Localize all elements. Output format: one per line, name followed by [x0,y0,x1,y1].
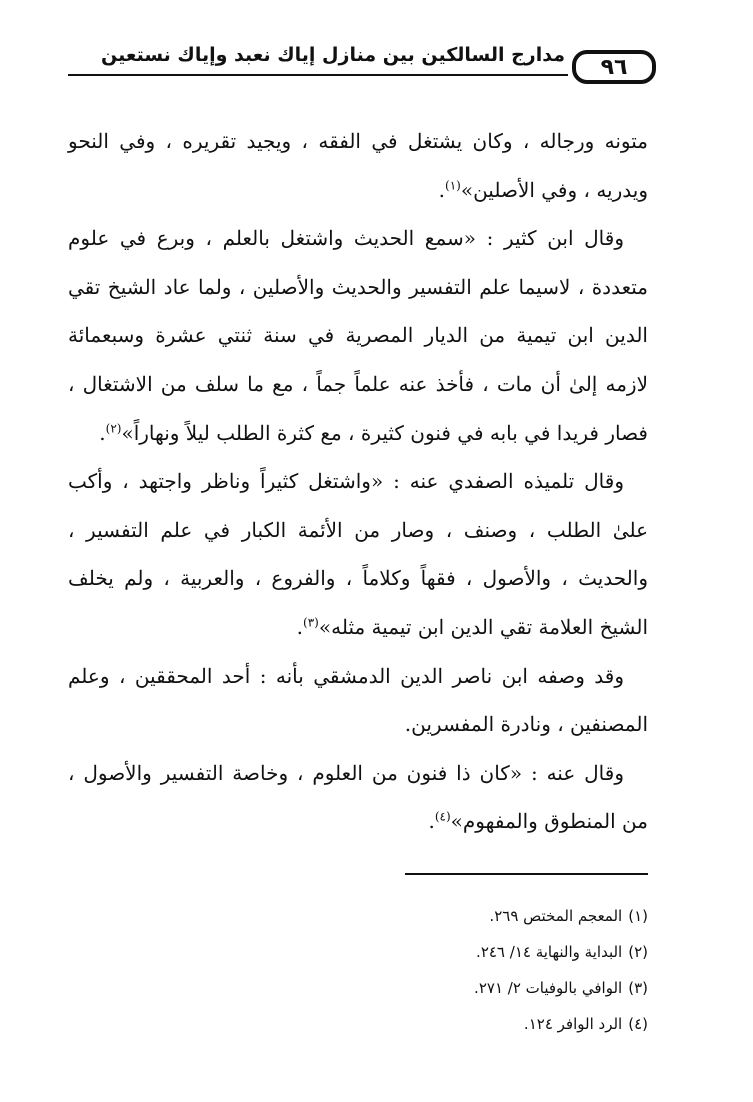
main-text [68,117,648,846]
paragraph-tail: . [438,177,446,202]
paragraph-tail: . [99,420,106,445]
paragraph-5 [68,749,648,846]
running-header [68,30,660,80]
paragraph-2 [68,214,648,457]
paragraph-text: وقال تلميذه الصفدي عنه : «واشتغل كثيراً وناظر واجتهد ، وأكب علىٰ الطلب ، وصنف ، وصار من الأئمة الكبار في علم التفسير ، والحديث ، والأصول ، فقهاً وكلاماً ، والفروع ، والعربية ، ولم يخلف الشيخ العلامة تقي الدين ابن تيمية مثله» [68,469,648,639]
footnote-rule [405,873,648,875]
footnote-item [248,970,648,1006]
footnote-number: (١) [628,907,648,925]
paragraph-text: متونه ورجاله ، وكان يشتغل في الفقه ، ويجيد تقريره ، وفي النحو ويدريه ، وفي الأصلين» [68,129,648,202]
footnote-item [248,934,648,970]
footnote-ref: (٢) [105,420,122,435]
paragraph-1 [68,117,648,214]
footnote-ref: (٤) [434,809,451,824]
header-rule [68,74,568,76]
paragraph-tail: . [296,614,304,639]
footnote-number: (٤) [628,1015,648,1033]
footnote-text: المعجم المختص ٢٦٩. [489,907,623,925]
footnote-item [248,898,648,934]
paragraph-text: وقال عنه : «كان ذا فنون من العلوم ، وخاصة التفسير والأصول ، من المنطوق والمفهوم» [68,760,648,834]
header-title: مدارج السالكين بين منازل إياك نعبد وإياك نستعين [101,44,565,66]
footnote-item [248,1006,648,1042]
footnote-text: الوافي بالوفيات ٢/ ٢٧١. [474,979,623,997]
paragraph-tail: . [428,809,435,834]
footnote-ref: (٣) [303,615,319,630]
footnote-ref: (١) [445,177,461,192]
paragraph-3 [68,457,648,651]
footnotes [248,898,648,1042]
page-number: ٩٦ [572,50,656,84]
paragraph-4 [68,652,648,749]
paragraph-text: وقال ابن كثير : «سمع الحديث واشتغل بالعلم ، وبرع في علوم متعددة ، لاسيما علم التفسير والحديث والأصلين ، ولما عاد الشيخ تقي الدين ابن تيمية من الديار المصرية في سنة ثنتي عشرة وسبعمائة لازمه إلىٰ أن مات ، فأخذ عنه علماً جماً ، مع ما سلف من الاشتغال ، فصار فريدا في بابه في فنون كثيرة ، مع كثرة الطلب ليلاً ونهاراً» [68,226,648,445]
footnote-text: البداية والنهاية ١٤/ ٢٤٦. [476,943,623,961]
footnote-text: الرد الوافر ١٢٤. [523,1015,623,1033]
footnote-number: (٢) [628,943,648,961]
paragraph-text: وقد وصفه ابن ناصر الدين الدمشقي بأنه : أحد المحققين ، وعلم المصنفين ، ونادرة المفسرين. [68,663,648,737]
footnote-number: (٣) [628,979,648,997]
